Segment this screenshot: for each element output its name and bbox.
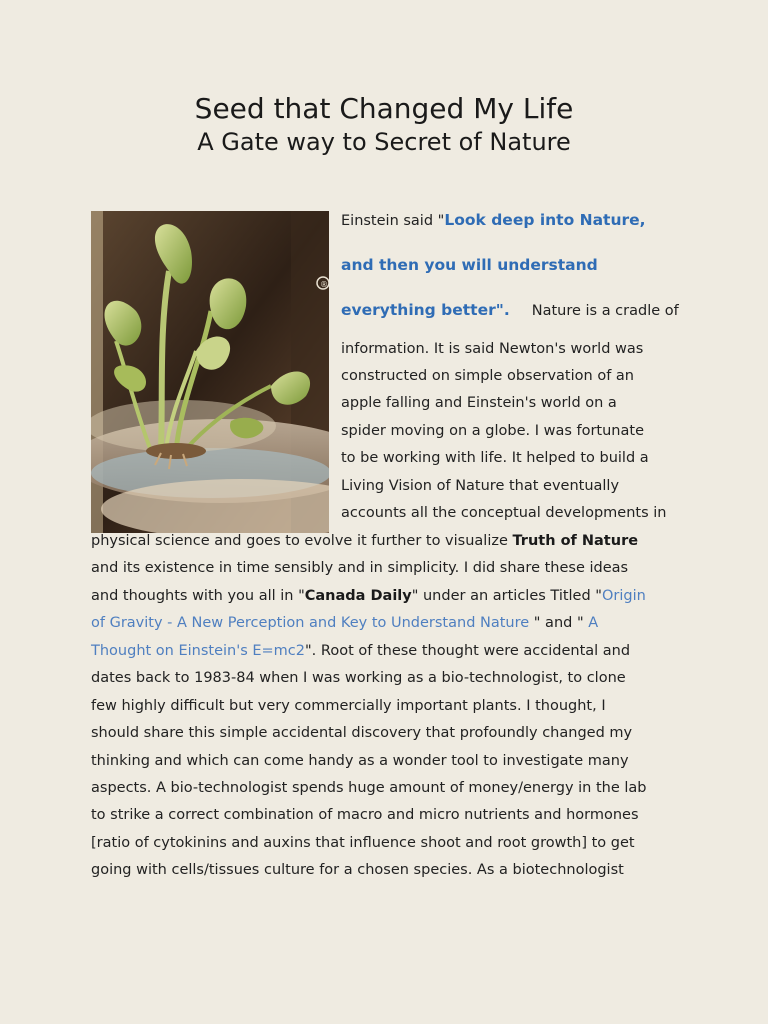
text-line-14: of Gravity - A New Perception and Key to Understand Nature " and " A — [91, 615, 599, 631]
text-line-22: [ratio of cytokinins and auxins that influence shoot and root growth] to get — [91, 835, 635, 851]
link-thought-on-einstein[interactable]: A — [588, 615, 599, 631]
plant-photo — [91, 211, 329, 533]
text-line-15: Thought on Einstein's E=mc2". Root of these thought were accidental and — [91, 643, 631, 659]
text-line-23: going with cells/tissues culture for a chosen species. As a biotechnologist — [91, 862, 624, 878]
text-line-3: everything better". Nature is a cradle of — [341, 301, 679, 319]
text-line-8: to be working with life. It helped to build a — [341, 450, 649, 466]
page-subtitle: A Gate way to Secret of Nature — [197, 128, 571, 156]
text-line-6: apple falling and Einstein's world on a — [341, 395, 617, 411]
text-line-1: Einstein said "Look deep into Nature, — [341, 211, 646, 229]
link-thought-on-einstein-cont[interactable]: Thought on Einstein's E=mc2 — [91, 643, 306, 659]
text-line-5: constructed on simple observation of an — [341, 368, 634, 384]
text-line-19: thinking and which can come handy as a wonder tool to investigate many — [91, 753, 629, 769]
text-line-4: information. It is said Newton's world was — [341, 341, 644, 357]
text-line-2: and then you will understand — [341, 256, 598, 274]
text-line-13: and thoughts with you all in "Canada Daily" under an articles Titled "Origin — [91, 588, 646, 604]
registered-mark: ® — [320, 280, 328, 289]
text-line-21: to strike a correct combination of macro and micro nutrients and hormones — [91, 807, 639, 823]
text-line-9: Living Vision of Nature that eventually — [341, 478, 620, 494]
text-line-10: accounts all the conceptual developments in — [341, 505, 667, 521]
text-line-12: and its existence in time sensibly and in simplicity. I did share these ideas — [91, 560, 629, 576]
text-line-20: aspects. A bio-technologist spends huge amount of money/energy in the lab — [91, 780, 647, 796]
text-line-11: physical science and goes to evolve it further to visualize Truth of Nature — [91, 533, 639, 549]
link-origin-of-gravity-cont[interactable]: of Gravity - A New Perception and Key to Understand Nature — [91, 615, 534, 631]
link-origin-of-gravity[interactable]: Origin — [601, 588, 646, 604]
text-line-7: spider moving on a globe. I was fortunate — [341, 423, 644, 439]
text-line-16: dates back to 1983-84 when I was working as a bio-technologist, to clone — [91, 670, 626, 686]
text-line-18: should share this simple accidental discovery that profoundly changed my — [91, 725, 633, 741]
page-title: Seed that Changed My Life — [194, 92, 574, 125]
text-line-17: few highly difficult but very commercially important plants. I thought, I — [91, 698, 606, 714]
